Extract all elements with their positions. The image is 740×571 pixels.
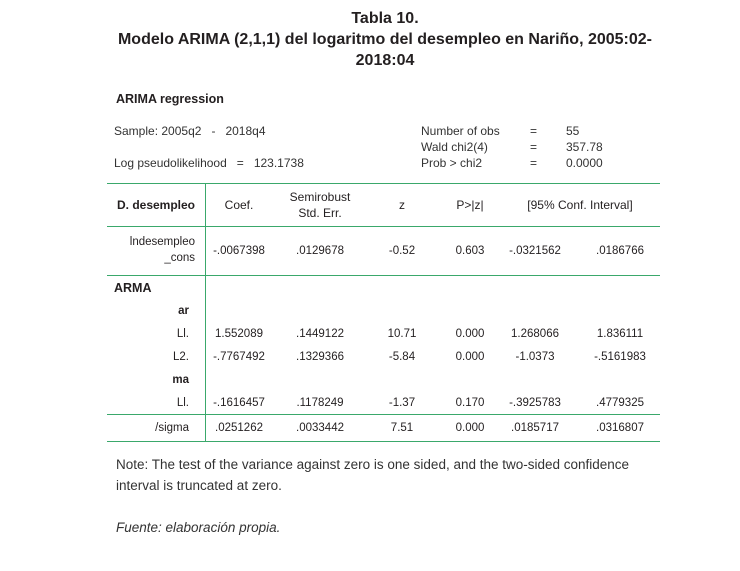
cell-ar-l1-ci-high: 1.836111 xyxy=(596,328,644,340)
stat-label-nobs: Number of obs xyxy=(421,124,500,138)
cell-cons-z: -0.52 xyxy=(388,245,416,257)
cell-cons-ci-high: .0186766 xyxy=(596,245,644,257)
cell-ar-l1-ci-low: 1.268066 xyxy=(511,328,559,340)
cell-cons-ci-low: -.0321562 xyxy=(509,245,561,257)
cell-sigma-p: 0.000 xyxy=(455,422,485,434)
arma-label: ARMA xyxy=(114,281,152,295)
header-ci: [95% Conf. Interval] xyxy=(527,198,633,212)
cell-ma-l1-se: .1178249 xyxy=(296,397,344,409)
cell-ar-l1-coef: 1.552089 xyxy=(215,328,263,340)
row-label-cons: _cons xyxy=(164,252,195,264)
loglik-info xyxy=(114,156,304,170)
cell-ma-l1-ci-high: .4779325 xyxy=(596,397,644,409)
cell-ar-l2-ci-low: -1.0373 xyxy=(515,351,555,363)
cell-ar-l2-z: -5.84 xyxy=(388,351,416,363)
row-label-ar-l2: L2. xyxy=(173,351,189,363)
header-coef: Coef. xyxy=(224,198,254,212)
row-label-lndesempleo: lndesempleo xyxy=(129,236,195,248)
table-top-rule xyxy=(107,183,660,184)
stat-eq-prob: = xyxy=(530,156,538,170)
cell-ar-l2-ci-high: -.5161983 xyxy=(594,351,646,363)
stat-value-nobs: 55 xyxy=(566,124,580,138)
cell-ar-l1-z: 10.71 xyxy=(387,328,417,340)
sample-info xyxy=(114,124,266,138)
header-z: z xyxy=(399,198,405,212)
header-se-2: Std. Err. xyxy=(298,206,342,220)
lndesempleo-bottom-rule xyxy=(107,275,660,276)
stat-eq-nobs: = xyxy=(530,124,538,138)
regression-label: ARIMA regression xyxy=(116,92,224,106)
stat-value-prob: 0.0000 xyxy=(566,156,603,170)
header-var: D. desempleo xyxy=(116,198,196,212)
cell-ar-l2-coef: -.7767492 xyxy=(213,351,265,363)
cell-ar-l2-se: .1329366 xyxy=(296,351,344,363)
cell-ma-l1-p: 0.170 xyxy=(455,397,485,409)
cell-sigma-coef: .0251262 xyxy=(215,422,263,434)
cell-sigma-z: 7.51 xyxy=(390,422,414,434)
source-note: Fuente: elaboración propia. xyxy=(116,520,281,535)
note-line-1: Note: The test of the variance against zero is one sided, and the two-sided confidence xyxy=(116,457,630,472)
header-bottom-rule xyxy=(107,226,660,227)
row-label-sigma: /sigma xyxy=(155,422,189,434)
table-bottom-rule xyxy=(107,441,660,442)
sample-end: 2018q4 xyxy=(225,124,266,138)
table-title-number: Tabla 10. xyxy=(351,10,419,27)
cell-ma-l1-ci-low: -.3925783 xyxy=(509,397,561,409)
header-p: P>|z| xyxy=(456,198,484,212)
cell-cons-se: .0129678 xyxy=(296,245,344,257)
table-title-continuation: 2018:04 xyxy=(355,52,415,69)
sample-start: 2005q2 xyxy=(161,124,202,138)
loglik-value: 123.1738 xyxy=(253,156,304,170)
stub-column-rule xyxy=(205,183,206,441)
cell-cons-p: 0.603 xyxy=(455,245,485,257)
ar-label: ar xyxy=(178,305,189,317)
cell-sigma-se: .0033442 xyxy=(296,422,344,434)
ma-label: ma xyxy=(172,374,189,386)
cell-cons-coef: -.0067398 xyxy=(213,245,265,257)
table-title: Modelo ARIMA (2,1,1) del logaritmo del desempleo en Nariño, 2005:02- xyxy=(117,31,653,48)
stat-value-wald: 357.78 xyxy=(566,140,603,154)
header-se-1: Semirobust xyxy=(289,190,351,204)
stat-label-prob: Prob > chi2 xyxy=(421,156,483,170)
stat-eq-wald: = xyxy=(530,140,538,154)
sample-label: Sample: xyxy=(114,124,159,138)
arma-bottom-rule xyxy=(107,414,660,415)
cell-ar-l1-p: 0.000 xyxy=(455,328,485,340)
row-label-ma-l1: Ll. xyxy=(176,397,189,409)
cell-ma-l1-z: -1.37 xyxy=(388,397,416,409)
sample-dash: - xyxy=(211,124,216,138)
cell-ma-l1-coef: -.1616457 xyxy=(213,397,265,409)
cell-ar-l1-se: .1449122 xyxy=(296,328,344,340)
loglik-eq: = xyxy=(236,156,244,170)
cell-sigma-ci-high: .0316807 xyxy=(596,422,644,434)
loglik-label: Log pseudolikelihood xyxy=(114,156,227,170)
row-label-ar-l1: Ll. xyxy=(176,328,189,340)
stat-label-wald: Wald chi2(4) xyxy=(421,140,488,154)
cell-ar-l2-p: 0.000 xyxy=(455,351,485,363)
cell-sigma-ci-low: .0185717 xyxy=(511,422,559,434)
note-line-2: interval is truncated at zero. xyxy=(116,478,282,493)
